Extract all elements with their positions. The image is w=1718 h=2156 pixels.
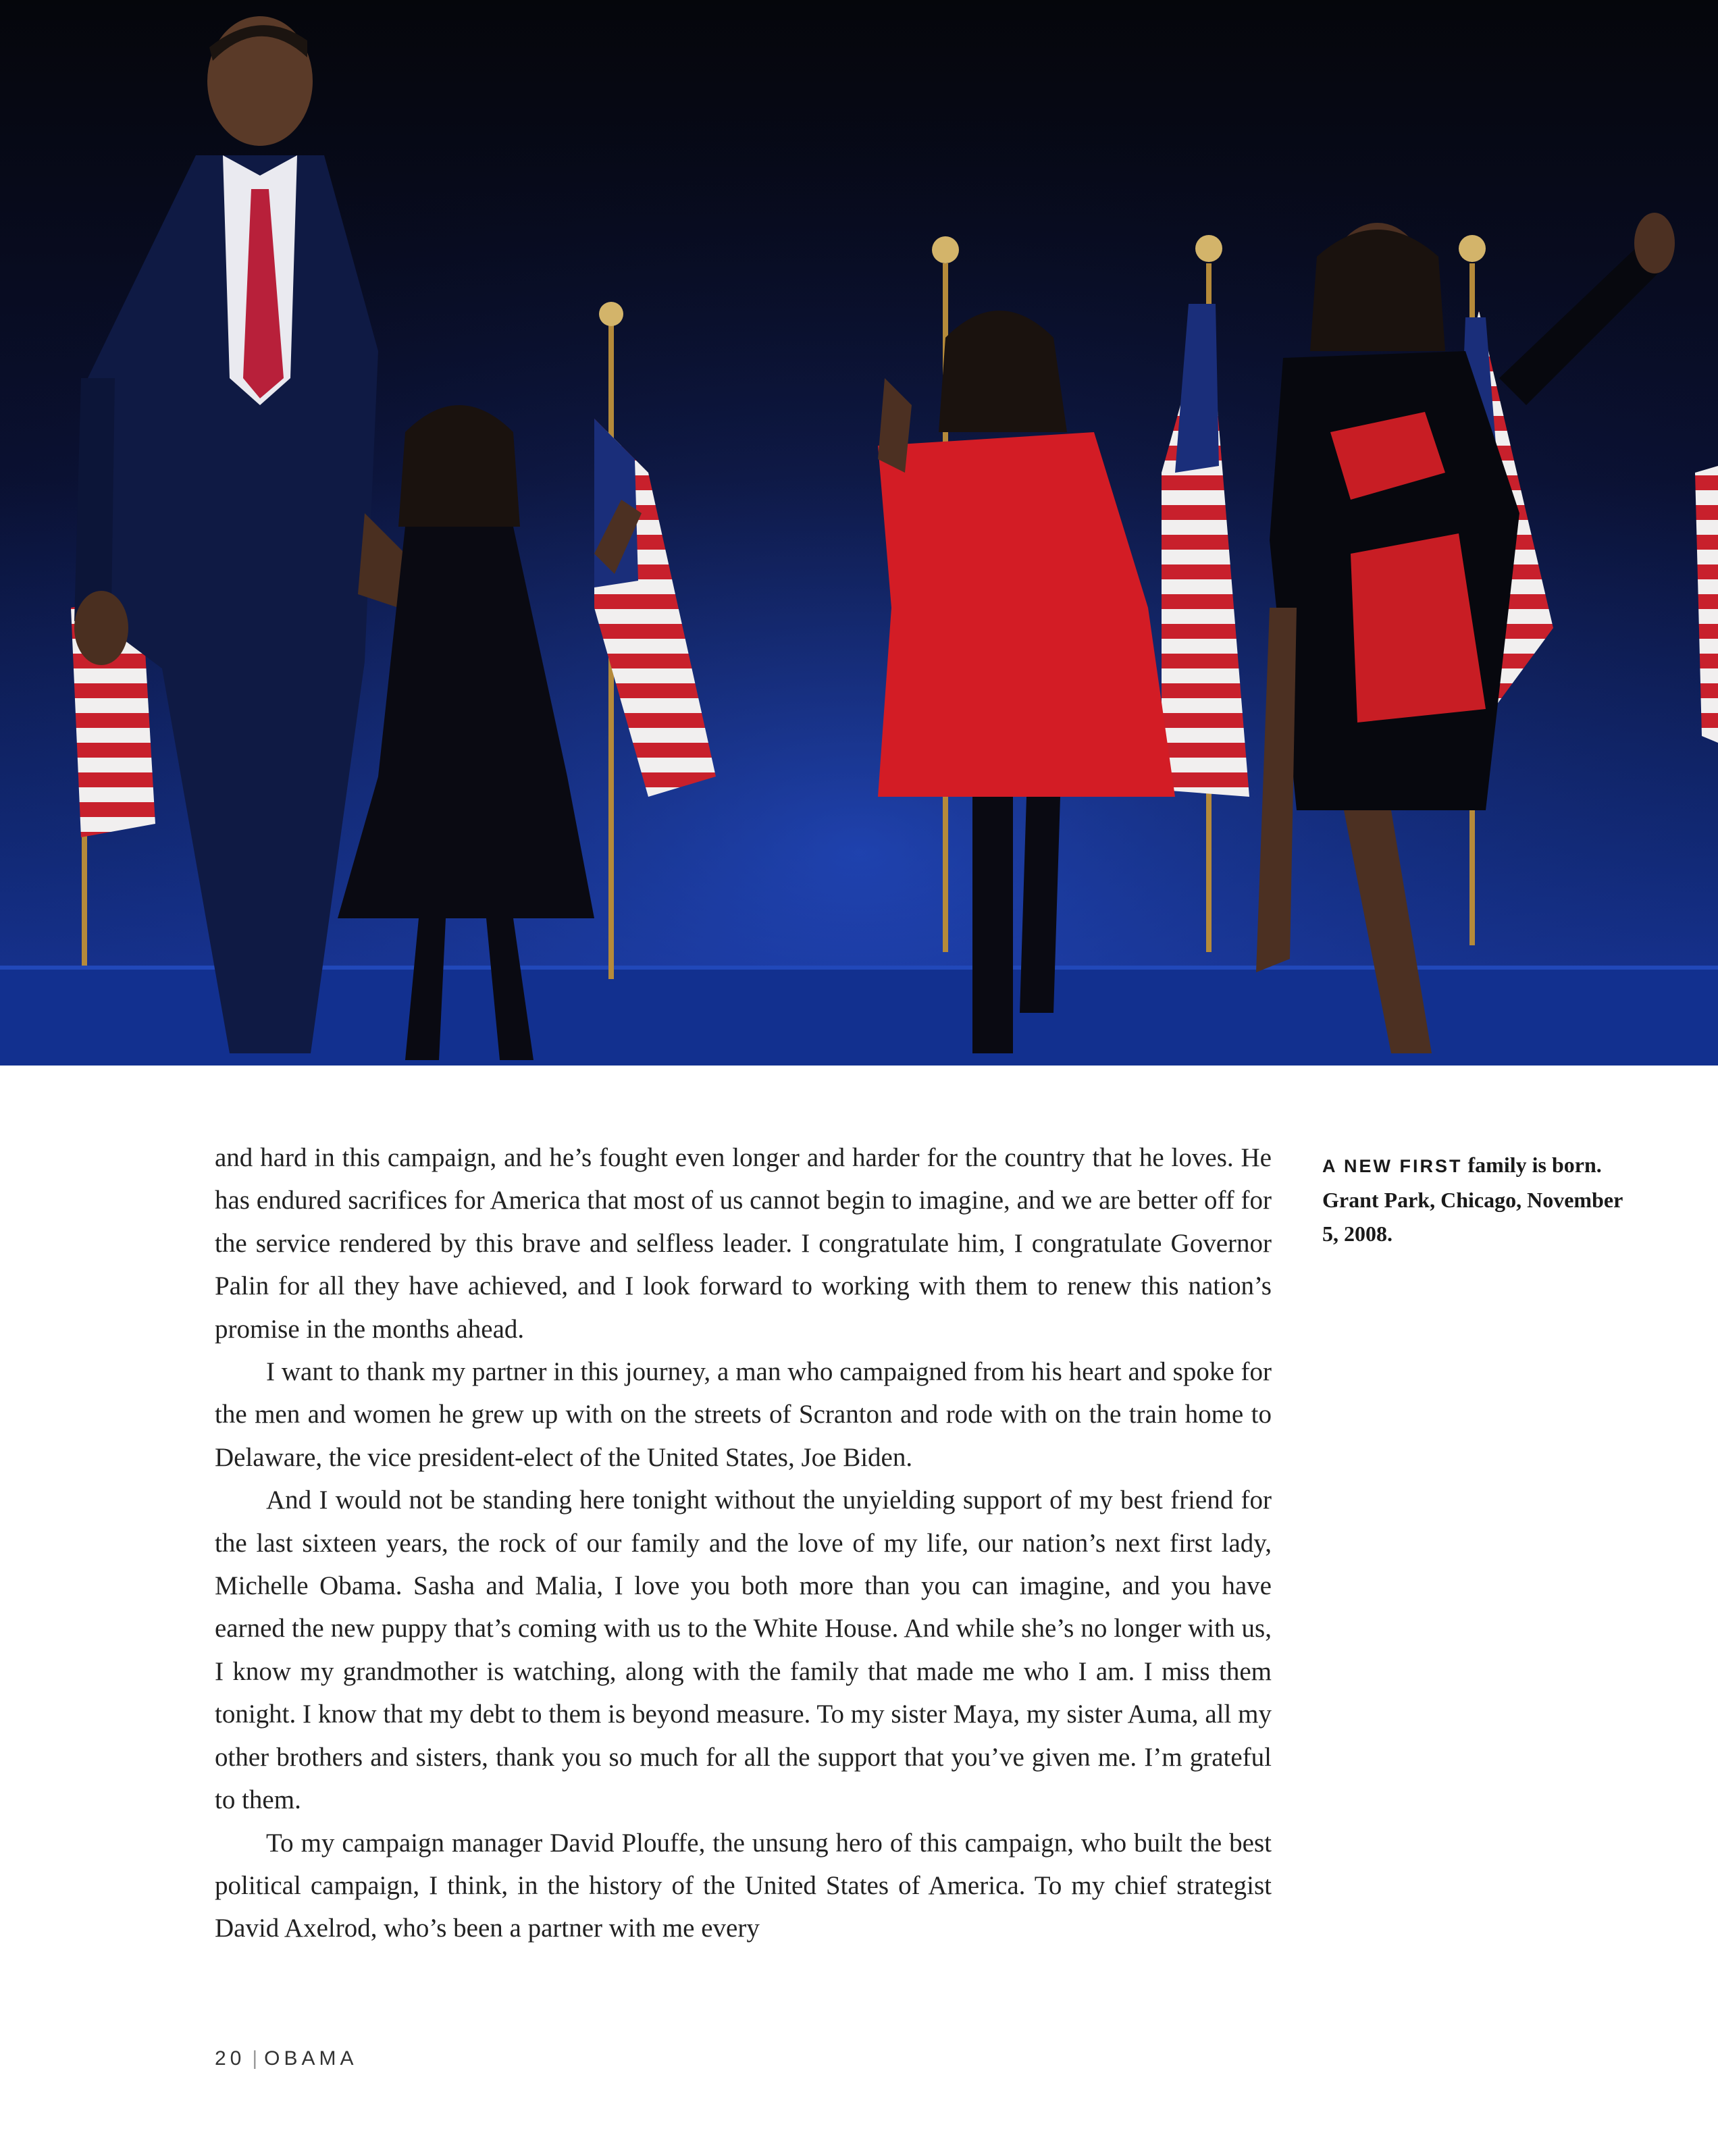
hero-photo <box>0 0 1718 1066</box>
caption-text: family is born. Grant Park, Chicago, November 5, 2008. <box>1322 1153 1623 1246</box>
photo-caption <box>1322 1148 1633 1251</box>
caption-lead: A NEW FIRST <box>1322 1156 1463 1176</box>
body-paragraph: I want to thank my partner in this journey, a man who campaigned from his heart and spoke for the men and women he grew up with on the streets of Scranton and rode with on the train home to Delaware, the vice president-elect of the United States, Joe Biden. <box>215 1357 1272 1472</box>
body-text <box>215 1136 1272 1950</box>
body-paragraph: And I would not be standing here tonight without the unyielding support of my best friend for the last sixteen years, the rock of our family and the love of my life, our nation’s next first lady, Michelle Obama. Sasha and Malia, I love you both more than you can imagine, and you have earned the new puppy that’s coming with us to the White House. And while she’s no longer with us, I know my grandmother is watching, along with the family that made me who I am. I miss them tonight. I know that my debt to them is beyond measure. To my sister Maya, my sister Auma, all my other brothers and sisters, thank you so much for all the support that you’ve given me. I’m grateful to them. <box>215 1485 1272 1815</box>
page-number: 20 <box>215 2047 246 2070</box>
running-head: OBAMA <box>264 2047 358 2070</box>
footer-separator: | <box>252 2047 258 2070</box>
page-footer <box>215 2047 358 2070</box>
body-paragraph: To my campaign manager David Plouffe, the unsung hero of this campaign, who built the best political campaign, I think, in the history of the United States of America. To my chief strategist David Axelrod, who’s been a partner with me every <box>215 1828 1272 1943</box>
body-paragraph: and hard in this campaign, and he’s fought even longer and harder for the country that he loves. He has endured sacrifices for America that most of us cannot begin to imagine, and we are better off for the service rendered by this brave and selfless leader. I congratulate him, I congratulate Governor Palin for all they have achieved, and I look forward to working with them to renew this nation’s promise in the months ahead. <box>215 1143 1272 1344</box>
